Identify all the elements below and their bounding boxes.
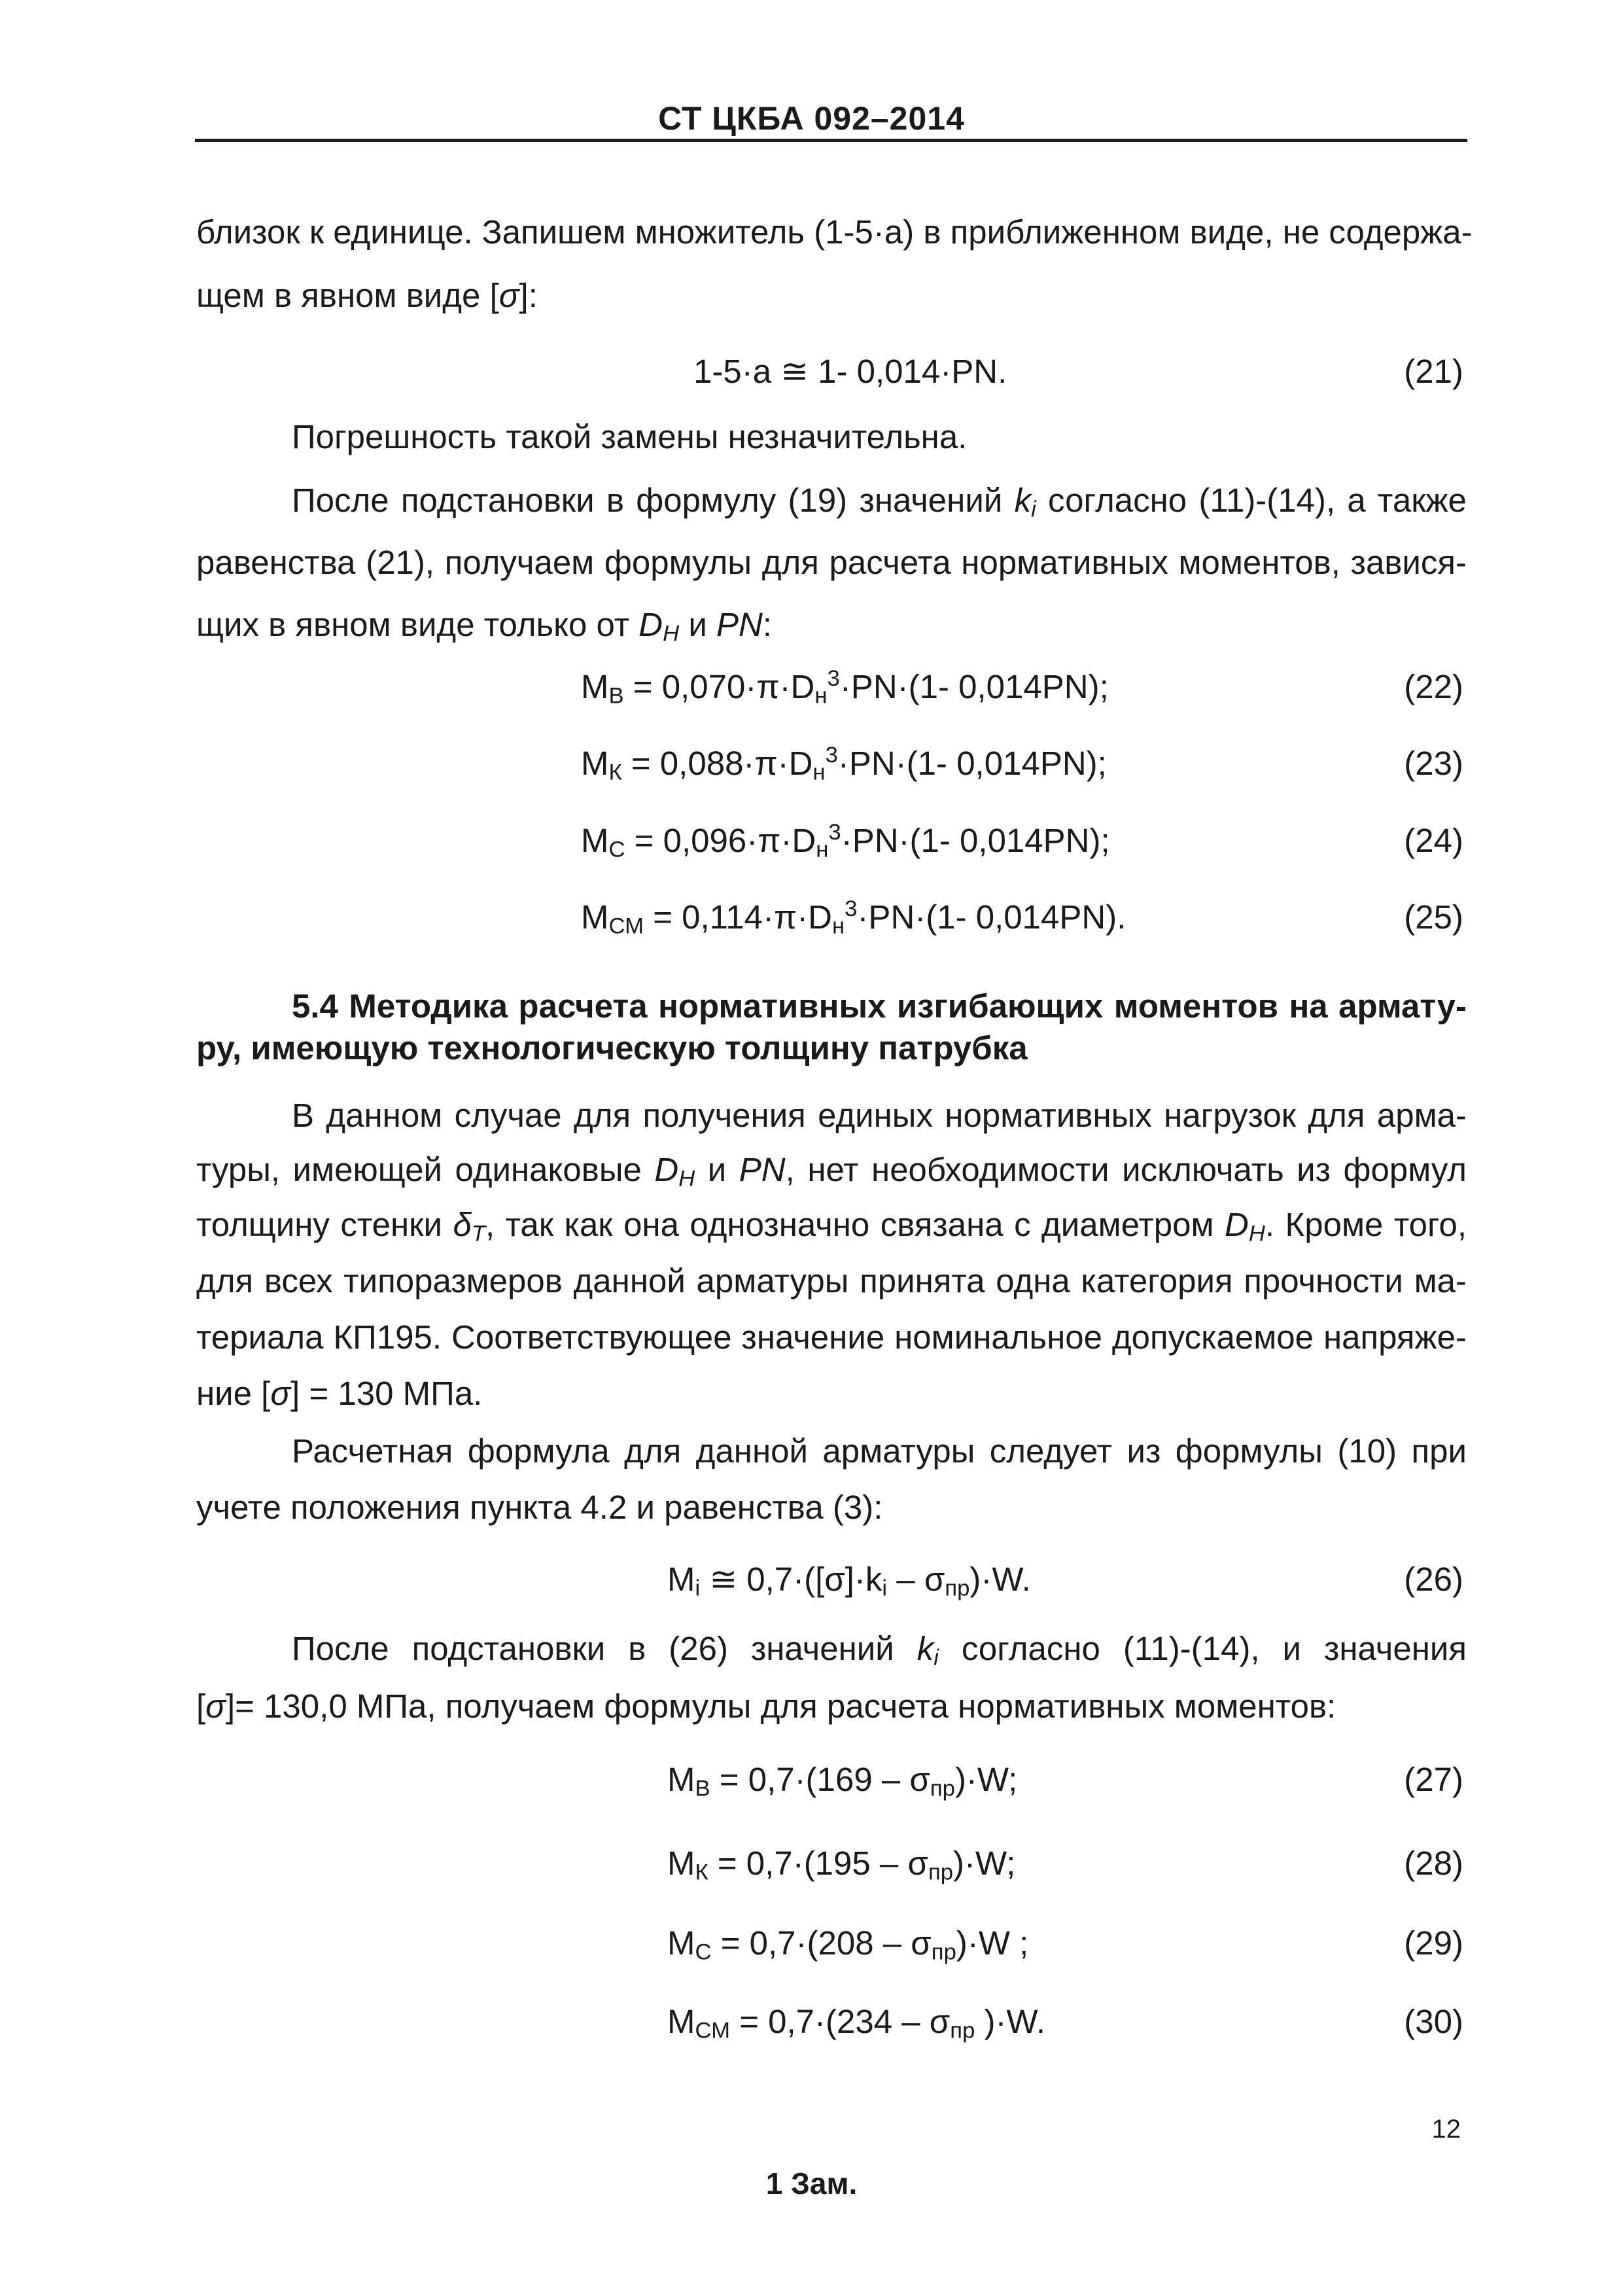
equation-number: (29) — [1404, 1924, 1463, 1962]
paragraph-line: равенства (21), получаем формулы для расчета нормативных моментов, завися- — [196, 544, 1467, 581]
paragraph-line: учете положения пункта 4.2 и равенства (3): — [196, 1489, 883, 1526]
paragraph-line: После подстановки в формулу (19) значений $k_i$ согласно (11)-(14), а также — [292, 482, 1467, 522]
formula-23: $М_К = 0,088\cdot\pi\cdot D_н^3\cdot PN\cdot(1-$ 0,014PN); — [581, 742, 1107, 785]
equation-number: (21) — [1404, 353, 1463, 390]
header-rule — [195, 139, 1467, 142]
document-header-title: СТ ЦКБА 092–2014 — [658, 100, 965, 137]
equation-number: (23) — [1404, 745, 1463, 782]
paragraph-line: В данном случае для получения единых нормативных нагрузок для арма- — [292, 1097, 1467, 1134]
paragraph-line: туры, имеющей одинаковые $D_Н$ и PN, нет необходимости исключать из формул — [196, 1151, 1467, 1192]
formula-27: $М_В = 0,7\cdot(169 - \sigma_{пр})\cdot W$; — [667, 1761, 1018, 1801]
section-heading: 5.4 Методика расчета нормативных изгибающих моментов на армату- — [292, 987, 1467, 1025]
paragraph-line: щем в явном виде [σ]: — [196, 277, 538, 314]
formula-25: $М_{СМ} = 0,114\cdot\pi\cdot D_н^3\cdot PN\cdot(1-$ 0,014PN). — [581, 896, 1126, 939]
equation-number: (28) — [1404, 1845, 1463, 1882]
paragraph-line: После подстановки в (26) значений $k_i$ согласно (11)-(14), и значения — [292, 1630, 1467, 1670]
equation-number: (30) — [1404, 2003, 1463, 2040]
formula-22: $М_В = 0,070\cdot\pi\cdot D_н^3\cdot PN\cdot(1-$ 0,014PN); — [581, 665, 1109, 709]
paragraph-line: для всех типоразмеров данной арматуры принята одна категория прочности ма- — [196, 1262, 1467, 1299]
formula-29: $М_С = 0,7\cdot(208 - \sigma_{пр})\cdot W$ ; — [667, 1924, 1029, 1965]
paragraph-line: Расчетная формула для данной арматуры следует из формулы (10) при — [292, 1432, 1467, 1470]
paragraph-line: [σ]= 130,0 МПа, получаем формулы для расчета нормативных моментов: — [196, 1687, 1336, 1725]
formula-21: 1-5·a ≅ 1- 0,014·PN. — [693, 353, 1007, 390]
revision-note: 1 Зам. — [765, 2166, 858, 2200]
equation-number: (22) — [1404, 668, 1463, 705]
paragraph-line: Погрешность такой замены незначительна. — [292, 418, 968, 455]
equation-number: (26) — [1404, 1561, 1463, 1598]
formula-26: $М_i$ ≅ $0,7\cdot([\sigma]\cdot k_i - \sigma_{пр})\cdot W$. — [667, 1561, 1031, 1601]
paragraph-line: близок к единице. Запишем множитель (1-5·a) в приближенном виде, не содержа- — [196, 213, 1473, 251]
equation-number: (25) — [1404, 898, 1463, 936]
paragraph-line: толщину стенки $\delta_Т$, так как она однозначно связана с диаметром $D_Н$. Кроме того, — [196, 1206, 1467, 1246]
formula-24: $М_С = 0,096\cdot\pi\cdot D_н^3\cdot PN\cdot(1-$ 0,014PN); — [581, 819, 1110, 862]
paragraph-line: ние [σ] = 130 МПа. — [196, 1375, 483, 1412]
paragraph-line: териала КП195. Соответствующее значение номинальное допускаемое напряже- — [196, 1318, 1467, 1356]
formula-28: $М_К = 0,7\cdot(195 - \sigma_{пр})\cdot W$; — [667, 1845, 1016, 1885]
paragraph-line: щих в явном виде только от $D_Н$ и PN: — [196, 606, 773, 646]
equation-number: (24) — [1404, 822, 1463, 859]
page-number: 12 — [1431, 2115, 1461, 2144]
section-heading: ру, имеющую технологическую толщину патрубка — [196, 1029, 1028, 1067]
formula-30: $М_{СМ} = 0,7\cdot(234 - \sigma_{пр}$ )·W. — [667, 2003, 1045, 2043]
equation-number: (27) — [1404, 1761, 1463, 1798]
